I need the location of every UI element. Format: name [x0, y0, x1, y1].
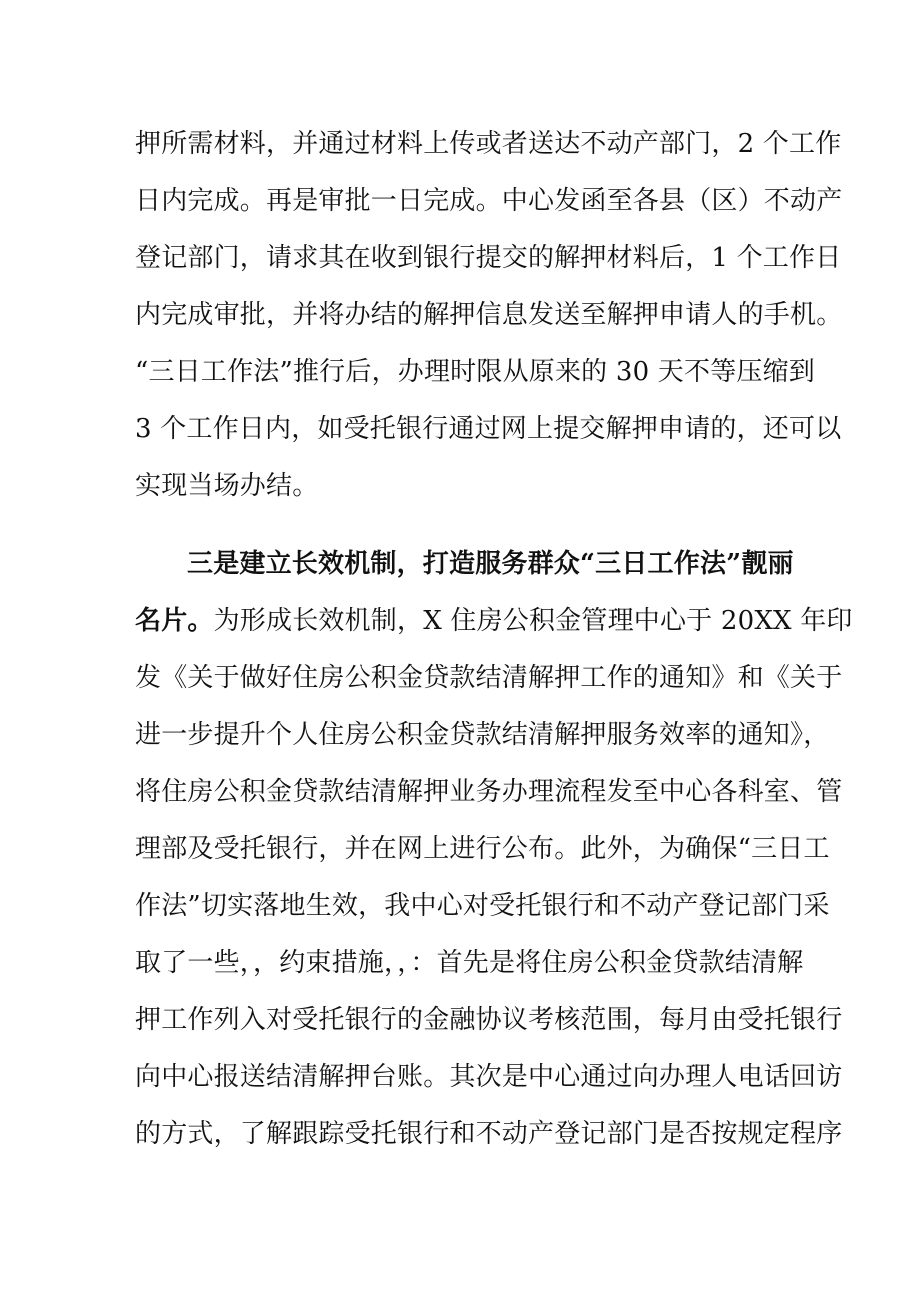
paragraph-1-line-6: 3 个工作日内，如受托银行通过网上提交解押申请的，还可以	[135, 414, 842, 444]
paragraph-1-line-5: “三日工作法”推行后，办理时限从原来的 30 天不等压缩到	[135, 357, 815, 387]
paragraph-1-line-7: 实现当场办结。	[135, 471, 319, 501]
paragraph-2-heading-line-1: 三是建立长效机制，打造服务群众“三日工作法”靓丽	[187, 549, 794, 579]
paragraph-2-line-3: 发《关于做好住房公积金贷款结清解押工作的通知》和《关于	[135, 663, 843, 693]
paragraph-1-line-1: 押所需材料，并通过材料上传或者送达不动产部门，2 个工作	[135, 129, 842, 159]
paragraph-2-line-5: 将住房公积金贷款结清解押业务办理流程发至中心各科室、管	[135, 777, 843, 807]
paragraph-2-line-4: 进一步提升个人住房公积金贷款结清解押服务效率的通知》，	[135, 720, 830, 750]
paragraph-2-line-8: 取了一些，，约束措施，，：首先是将住房公积金贷款结清解	[135, 948, 804, 978]
paragraph-2-line-2-text: 为形成长效机制，X 住房公积金管理中心于 20XX 年印	[213, 606, 853, 636]
paragraph-1-line-3: 登记部门，请求其在收到银行提交的解押材料后，1 个工作日	[135, 243, 842, 273]
paragraph-2-heading-line-2: 名片。	[135, 606, 214, 636]
paragraph-2-line-9: 押工作列入对受托银行的金融协议考核范围，每月由受托银行	[135, 1005, 843, 1035]
paragraph-2-line-2	[135, 601, 853, 641]
paragraph-2-line-11: 的方式，了解跟踪受托银行和不动产登记部门是否按规定程序	[135, 1119, 843, 1149]
paragraph-1-line-2: 日内完成。再是审批一日完成。中心发函至各县（区）不动产	[135, 186, 843, 216]
paragraph-1-line-4: 内完成审批，并将办结的解押信息发送至解押申请人的手机。	[135, 300, 843, 330]
paragraph-2-line-6: 理部及受托银行，并在网上进行公布。此外，为确保“三日工	[135, 834, 830, 864]
paragraph-2-line-10: 向中心报送结清解押台账。其次是中心通过向办理人电话回访	[135, 1062, 843, 1092]
paragraph-2-line-7: 作法”切实落地生效，我中心对受托银行和不动产登记部门采	[135, 891, 830, 921]
